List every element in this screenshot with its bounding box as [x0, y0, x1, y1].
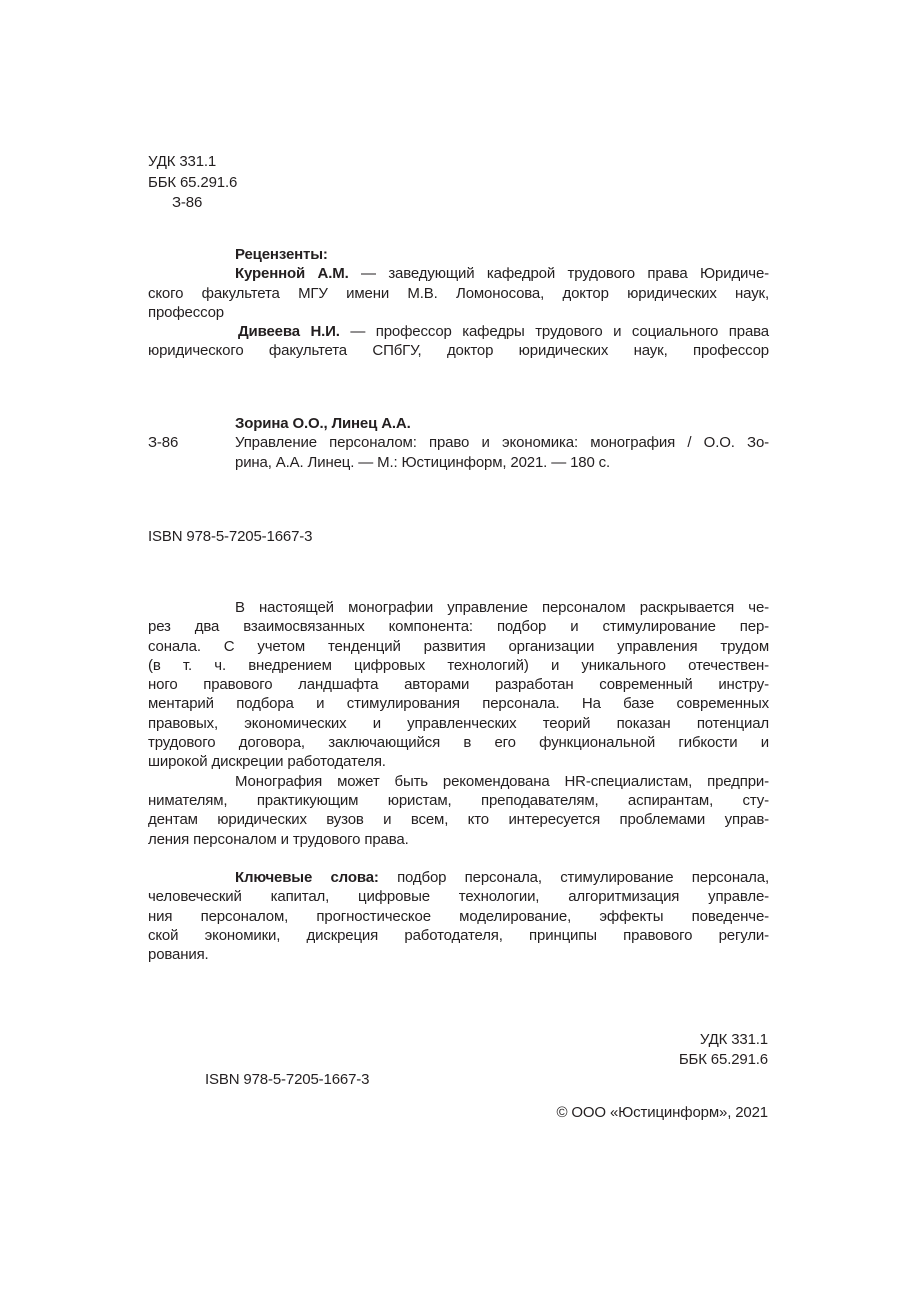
abstract	[148, 598, 769, 965]
isbn: ISBN 978-5-7205-1667-3	[148, 528, 313, 545]
text-line: правовых, экономических и управленческих теорий показан потенциал	[148, 714, 769, 732]
bib-text: Управление персоналом: право и экономика: монография / О.О. Зо-	[235, 434, 769, 452]
reviewer-2-line-1	[148, 322, 769, 341]
reviewer-1-line-2: ского факультета МГУ имени М.В. Ломоносова, доктор юридических наук,	[148, 284, 769, 302]
text-line: ния персоналом, прогностическое моделирование, эффекты поведенче-	[148, 907, 769, 925]
abstract-paragraph-2	[148, 772, 769, 849]
reviewer-2-line-2: юридического факультета СПбГУ, доктор юридических наук, профессор	[148, 342, 769, 360]
keywords-label: Ключевые слова:	[235, 869, 379, 887]
text-line: ской экономики, дискреция работодателя, принципы правового регули-	[148, 927, 769, 945]
reviewer-1-line-3: профессор	[148, 303, 224, 321]
bib-mark: З-86	[148, 434, 179, 452]
text-line	[235, 868, 769, 887]
text-line: Монография может быть рекомендована HR-специалистам, предпри-	[235, 772, 769, 790]
reviewers-section	[148, 245, 769, 361]
text-line: В настоящей монографии управление персоналом раскрывается че-	[235, 599, 769, 616]
abstract-paragraph-1	[148, 598, 769, 772]
text-line: ления персоналом и трудового права.	[148, 830, 409, 848]
author-mark: З-86	[172, 194, 203, 211]
footer-isbn: ISBN 978-5-7205-1667-3	[205, 1071, 370, 1088]
copyright: © ООО «Юстицинформ», 2021	[556, 1104, 768, 1121]
bib-authors: Зорина О.О., Линец А.А.	[235, 415, 411, 432]
text-line: рования.	[148, 946, 209, 964]
text-line: (в т. ч. внедрением цифровых технологий) и уникального отечествен-	[148, 656, 769, 674]
keywords-text: подбор персонала, стимулирование персонала,	[378, 869, 769, 887]
reviewer-1-line-1	[148, 264, 769, 283]
reviewers-heading: Рецензенты:	[235, 246, 328, 263]
keywords	[148, 868, 769, 964]
text-line: дентам юридических вузов и всем, кто интересуется проблемами управ-	[148, 811, 769, 829]
reviewer-text: — профессор кафедры трудового и социального права	[339, 323, 769, 341]
reviewer-name: Дивеева Н.И.	[238, 323, 340, 341]
text-line: рез два взаимосвязанных компонента: подбор и стимулирование пер-	[148, 618, 769, 636]
bbk-code: ББК 65.291.6	[148, 174, 238, 191]
bib-line-1	[148, 433, 769, 452]
text-line: человеческий капитал, цифровые технологии, алгоритмизация управле-	[148, 888, 769, 906]
udk-code: УДК 331.1	[148, 153, 217, 170]
text-line: нимателям, практикующим юристам, преподавателям, аспирантам, сту-	[148, 791, 769, 809]
bibliographic-record	[148, 414, 769, 472]
reviewer-name: Куренной А.М.	[235, 265, 349, 283]
text-line: сонала. С учетом тенденций развития организации управления трудом	[148, 637, 769, 655]
text-line: ного правового ландшафта авторами разработан современный инстру-	[148, 676, 769, 694]
reviewer-text: — заведующий кафедрой трудового права Юридиче-	[348, 265, 769, 283]
text-line: ментарий подбора и стимулирования персонала. На базе современных	[148, 695, 769, 713]
text-line: широкой дискреции работодателя.	[148, 753, 386, 771]
bib-line-2: рина, А.А. Линец. — М.: Юстицинформ, 2021. — 180 с.	[235, 453, 611, 471]
footer-udk: УДК 331.1	[699, 1031, 768, 1048]
text-line: трудового договора, заключающийся в его функциональной гибкости и	[148, 734, 769, 752]
footer-bbk: ББК 65.291.6	[678, 1051, 768, 1068]
